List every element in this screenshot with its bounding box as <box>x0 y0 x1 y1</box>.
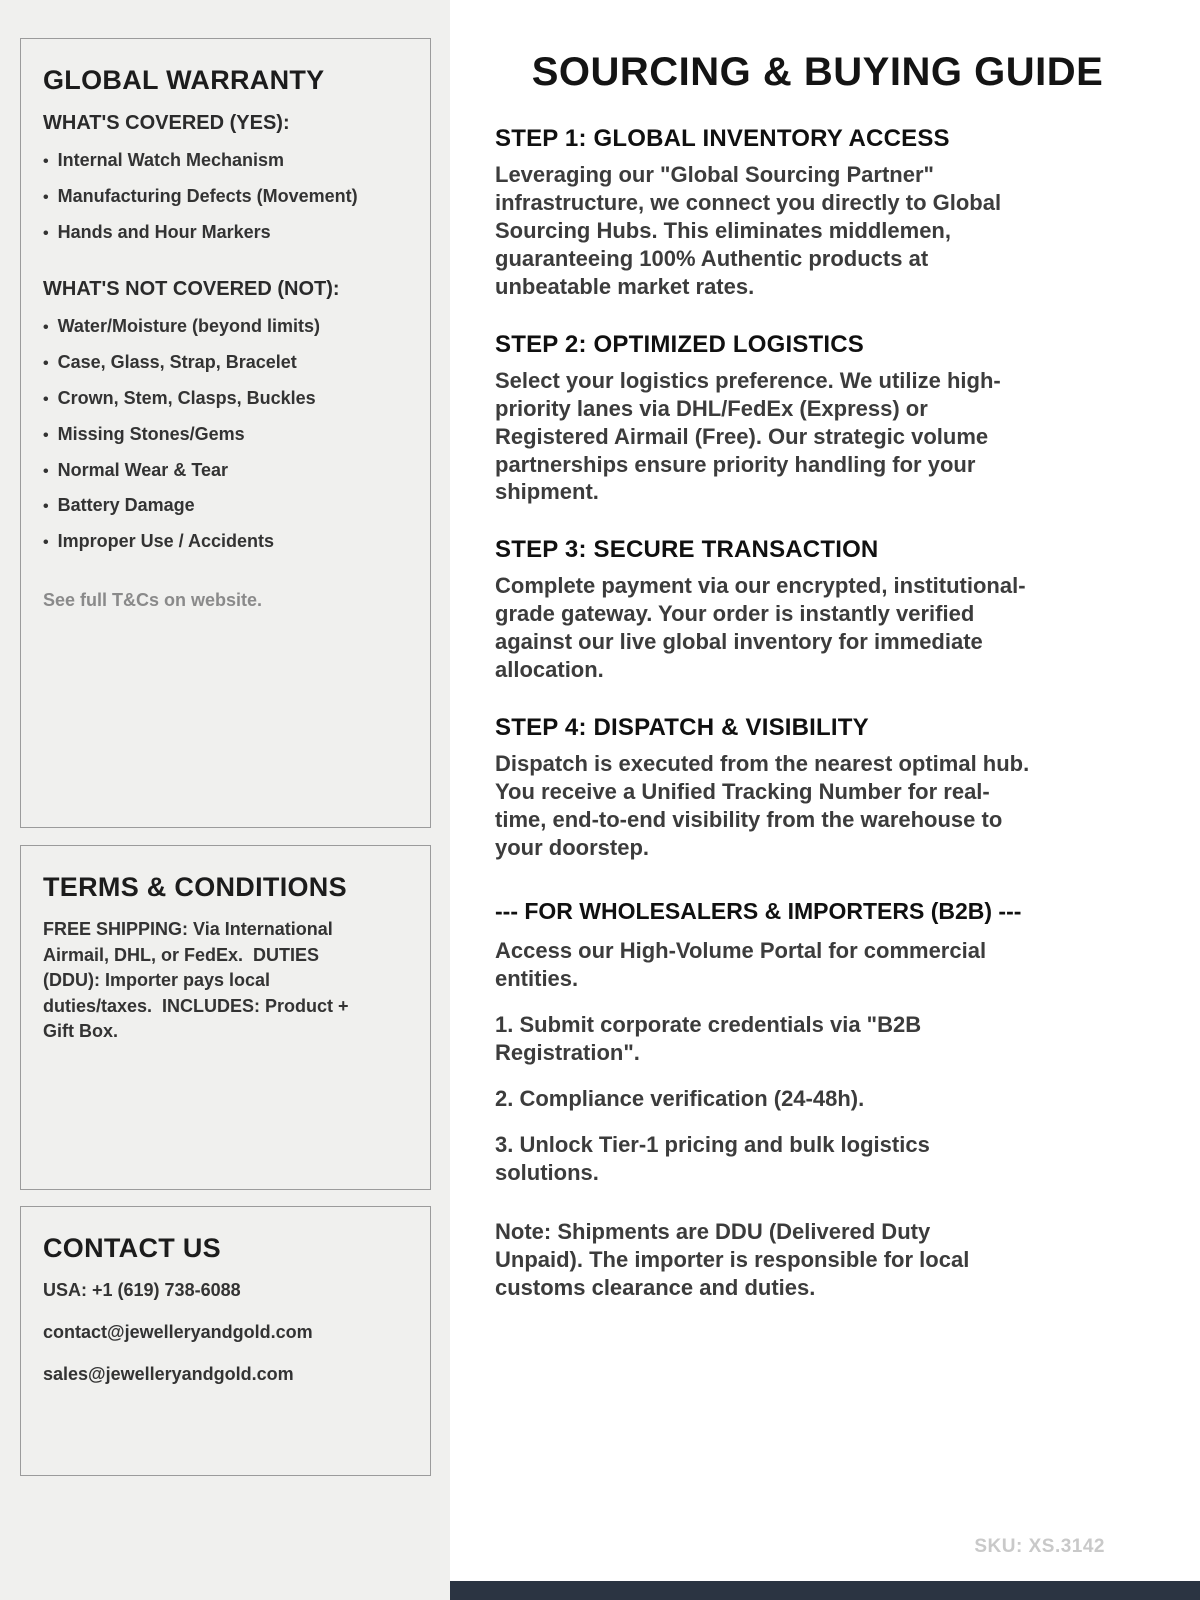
step-section-3 <box>495 536 1140 684</box>
step-3-heading: STEP 3: SECURE TRANSACTION <box>495 536 879 564</box>
contact-title: CONTACT US <box>43 1233 221 1263</box>
step-3-body: Complete payment via our encrypted, institutional-grade gateway. Your order is instantly verified against our live global inventory for immediate allocation. <box>495 573 1026 683</box>
warranty-covered-title: WHAT'S COVERED (YES): <box>43 112 290 134</box>
warranty-not-covered-item: • Battery Damage <box>43 496 408 516</box>
warranty-covered-item: • Hands and Hour Markers <box>43 223 408 243</box>
warranty-not-covered-item: • Case, Glass, Strap, Bracelet <box>43 353 408 373</box>
contact-email-primary: contact@jewelleryandgold.com <box>43 1322 313 1342</box>
b2b-intro: Access our High-Volume Portal for commercial entities. <box>495 937 987 991</box>
step-2-body: Select your logistics preference. We utilize high-priority lanes via DHL/FedEx (Express) or Registered Airmail (Free). Our strategic volume partnerships ensure priority handling for your shipment. <box>495 367 1001 505</box>
warranty-covered-item: • Manufacturing Defects (Movement) <box>43 187 408 207</box>
step-2-heading: STEP 2: OPTIMIZED LOGISTICS <box>495 330 864 358</box>
warranty-panel <box>20 38 431 828</box>
terms-title: TERMS & CONDITIONS <box>43 872 347 902</box>
main-content <box>450 0 1200 1600</box>
b2b-note: Note: Shipments are DDU (Delivered Duty Unpaid). The importer is responsible for local customs clearance and duties. <box>495 1219 970 1301</box>
sidebar <box>0 0 450 1600</box>
step-1-body: Leveraging our "Global Sourcing Partner" infrastructure, we connect you directly to Global Sourcing Hubs. This eliminates middlemen, guaranteeing 100% Authentic products at unbeatable market rates. <box>495 162 1002 299</box>
terms-panel <box>20 845 431 1190</box>
step-section-2 <box>495 331 1140 507</box>
warranty-not-covered-item: • Missing Stones/Gems <box>43 425 408 445</box>
b2b-section <box>495 898 1140 1302</box>
warranty-footnote: See full T&Cs on website. <box>43 589 263 610</box>
step-section-4 <box>495 714 1140 862</box>
warranty-not-covered-item: • Improper Use / Accidents <box>43 532 408 552</box>
warranty-not-covered-item: • Water/Moisture (beyond limits) <box>43 317 408 337</box>
step-1-heading: STEP 1: GLOBAL INVENTORY ACCESS <box>495 125 950 152</box>
terms-body: FREE SHIPPING: Via International Airmail, DHL, or FedEx. DUTIES (DDU): Importer pays local duties/taxes. INCLUDES: Product + Gift Box. <box>43 919 354 1042</box>
warranty-not-covered-title: WHAT'S NOT COVERED (NOT): <box>43 278 340 301</box>
step-4-body: Dispatch is executed from the nearest optimal hub. You receive a Unified Tracking Number for real-time, end-to-end visibility from the warehouse to your doorstep. <box>495 751 1030 860</box>
step-section-1 <box>495 125 1140 301</box>
b2b-item: 3. Unlock Tier-1 pricing and bulk logistics solutions. <box>495 1131 930 1185</box>
warranty-not-covered-item: • Normal Wear & Tear <box>43 461 408 481</box>
b2b-item: 1. Submit corporate credentials via "B2B Registration". <box>495 1011 922 1065</box>
step-4-heading: STEP 4: DISPATCH & VISIBILITY <box>495 714 869 742</box>
contact-email-sales: sales@jewelleryandgold.com <box>43 1364 294 1384</box>
b2b-item: 2. Compliance verification (24-48h). <box>495 1085 865 1111</box>
sku-label: SKU: XS.3142 <box>974 1536 1105 1557</box>
contact-phone: USA: +1 (619) 738-6088 <box>43 1280 241 1300</box>
warranty-not-covered-item: • Crown, Stem, Clasps, Buckles <box>43 389 408 409</box>
page-title: SOURCING & BUYING GUIDE <box>531 50 1104 94</box>
footer-bar <box>450 1581 1200 1600</box>
warranty-title: GLOBAL WARRANTY <box>43 65 325 95</box>
contact-panel <box>20 1206 431 1476</box>
b2b-heading: --- FOR WHOLESALERS & IMPORTERS (B2B) --- <box>495 897 1022 924</box>
warranty-covered-item: • Internal Watch Mechanism <box>43 151 408 171</box>
